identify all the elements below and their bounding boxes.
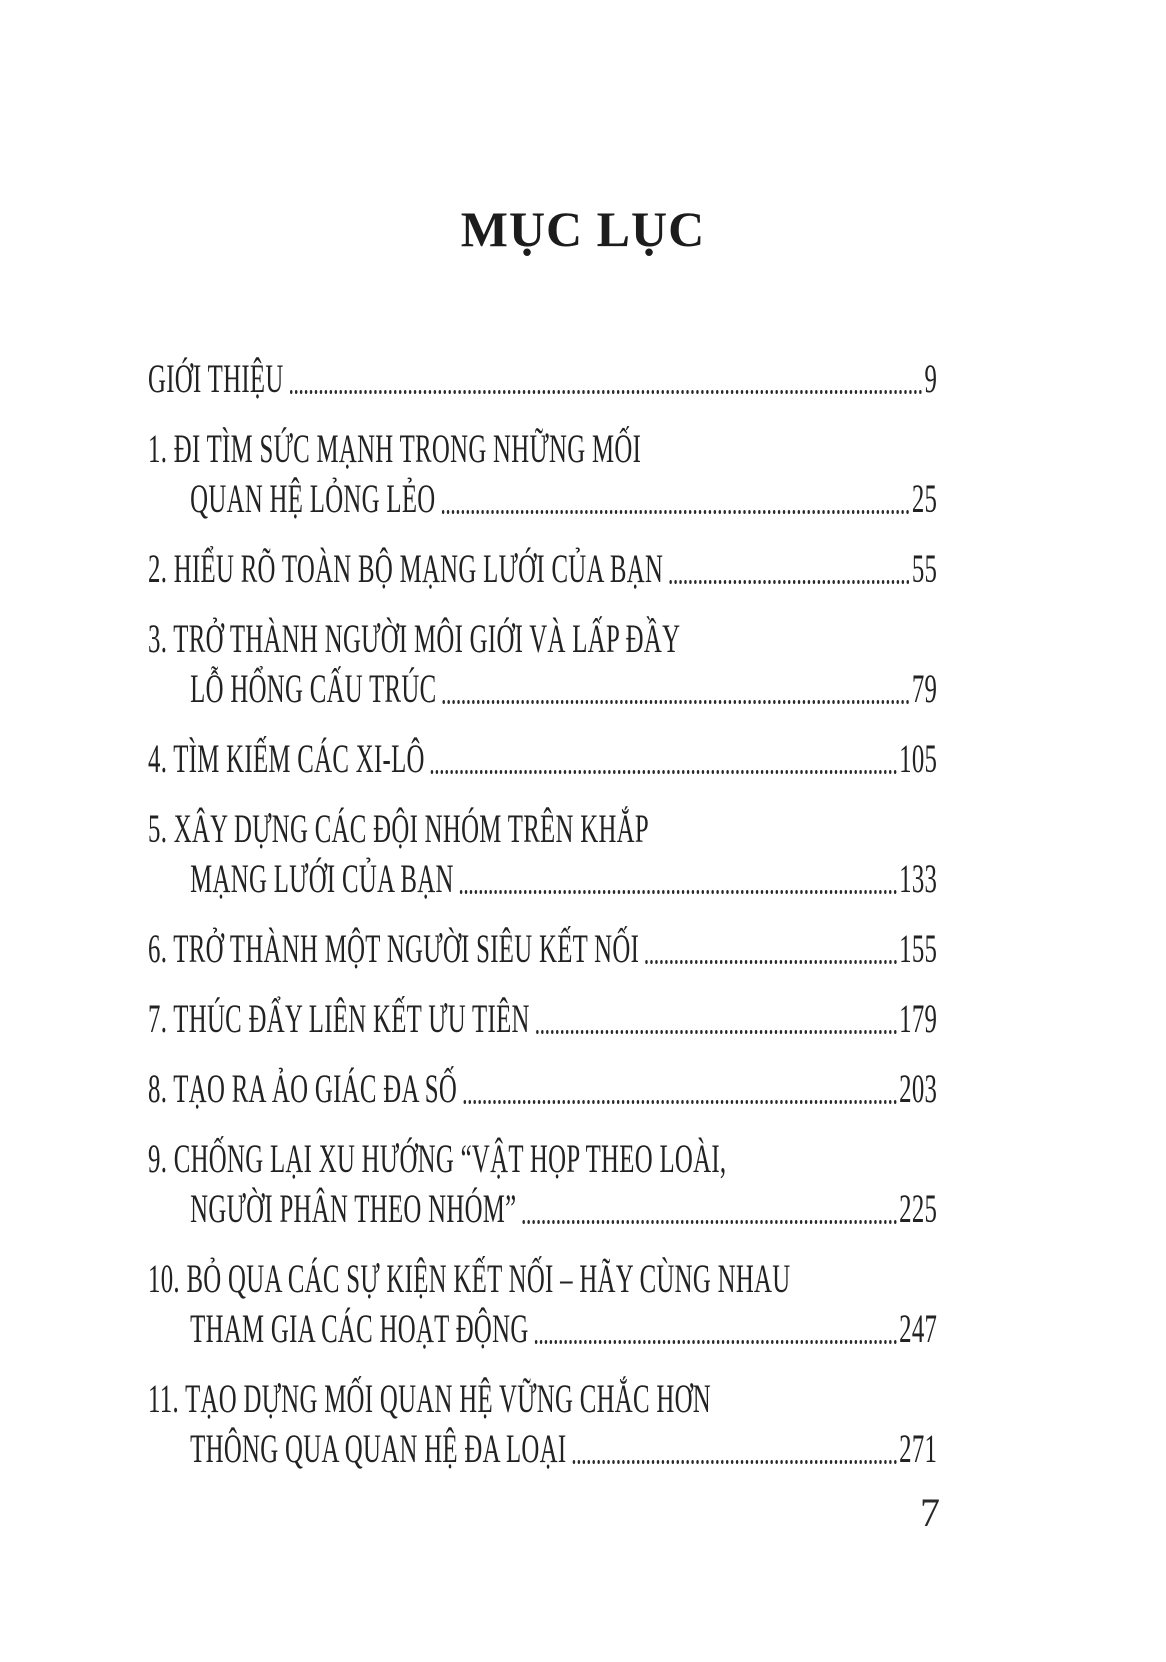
entry-page-number: 271 [899,1426,938,1471]
entry-page-number: 203 [899,1066,938,1111]
entry-page-number: 25 [911,476,938,521]
entry-label: 2. HIỂU RÕ TOÀN BỘ MẠNG LƯỚI CỦA BẠN [148,546,664,591]
toc-entry-11 [148,1374,937,1474]
dot-leader [536,994,897,1034]
entry-label: 9. CHỐNG LẠI XU HƯỚNG “VẬT HỌP THEO LOÀI, [148,1136,727,1181]
entry-page-number: 55 [911,546,938,591]
dot-leader [669,544,909,584]
entry-label-continued: QUAN HỆ LỎNG LẺO [190,476,436,521]
toc-entry-4 [148,734,937,784]
dot-leader [431,734,897,774]
entry-label-continued: LỖ HỔNG CẤU TRÚC [190,666,437,711]
dot-leader [573,1424,897,1464]
entry-page-number: 179 [899,996,938,1041]
entry-page-number: 225 [899,1186,938,1231]
entry-label: 4. TÌM KIẾM CÁC XI-LÔ [148,736,425,781]
toc-entry-7 [148,994,937,1044]
dot-leader [523,1184,897,1224]
toc-entry-2 [148,544,937,594]
entry-label: 3. TRỞ THÀNH NGƯỜI MÔI GIỚI VÀ LẤP ĐẦY [148,616,681,661]
dot-leader [645,924,896,964]
toc-entry-10 [148,1254,937,1354]
entry-page-number: 105 [899,736,938,781]
toc-entry-intro [148,354,937,404]
entry-label: 5. XÂY DỰNG CÁC ĐỘI NHÓM TRÊN KHẮP [148,806,649,851]
entry-label: 8. TẠO RA ẢO GIÁC ĐA SỐ [148,1066,458,1111]
entry-label: 6. TRỞ THÀNH MỘT NGƯỜI SIÊU KẾT NỐI [148,926,640,971]
page-number: 7 [920,1490,940,1535]
entry-label-continued: MẠNG LƯỚI CỦA BẠN [190,856,454,901]
dot-leader [443,664,910,704]
entry-label-continued: THAM GIA CÁC HOẠT ĐỘNG [190,1306,529,1351]
entry-label-continued: THÔNG QUA QUAN HỆ ĐA LOẠI [190,1426,567,1471]
page-title: MỤC LỤC [460,201,706,257]
entry-page-number: 247 [899,1306,938,1351]
dot-leader [463,1064,896,1104]
entry-page-number: 79 [911,666,938,711]
toc-entry-5 [148,804,937,904]
toc-entry-8 [148,1064,937,1114]
dot-leader [442,474,910,514]
entry-label: 1. ĐI TÌM SỨC MẠNH TRONG NHỮNG MỐI [148,426,642,471]
toc-entry-1 [148,424,937,524]
dot-leader [460,854,897,894]
dot-leader [535,1304,897,1344]
toc-entry-9 [148,1134,937,1234]
toc-entry-6 [148,924,937,974]
entry-label-continued: NGƯỜI PHÂN THEO NHÓM” [190,1186,517,1231]
entry-label: 10. BỎ QUA CÁC SỰ KIỆN KẾT NỐI – HÃY CÙNG NHAU [148,1256,791,1301]
entry-page-number: 133 [899,856,938,901]
entry-label: 11. TẠO DỰNG MỐI QUAN HỆ VỮNG CHẮC HƠN [148,1376,712,1421]
dot-leader [290,354,922,394]
toc-entry-3 [148,614,937,714]
entry-page-number: 9 [924,356,938,401]
entry-label: GIỚI THIỆU [148,356,284,401]
table-of-contents [148,354,937,1474]
entry-label: 7. THÚC ĐẨY LIÊN KẾT ƯU TIÊN [148,996,530,1041]
entry-page-number: 155 [899,926,938,971]
